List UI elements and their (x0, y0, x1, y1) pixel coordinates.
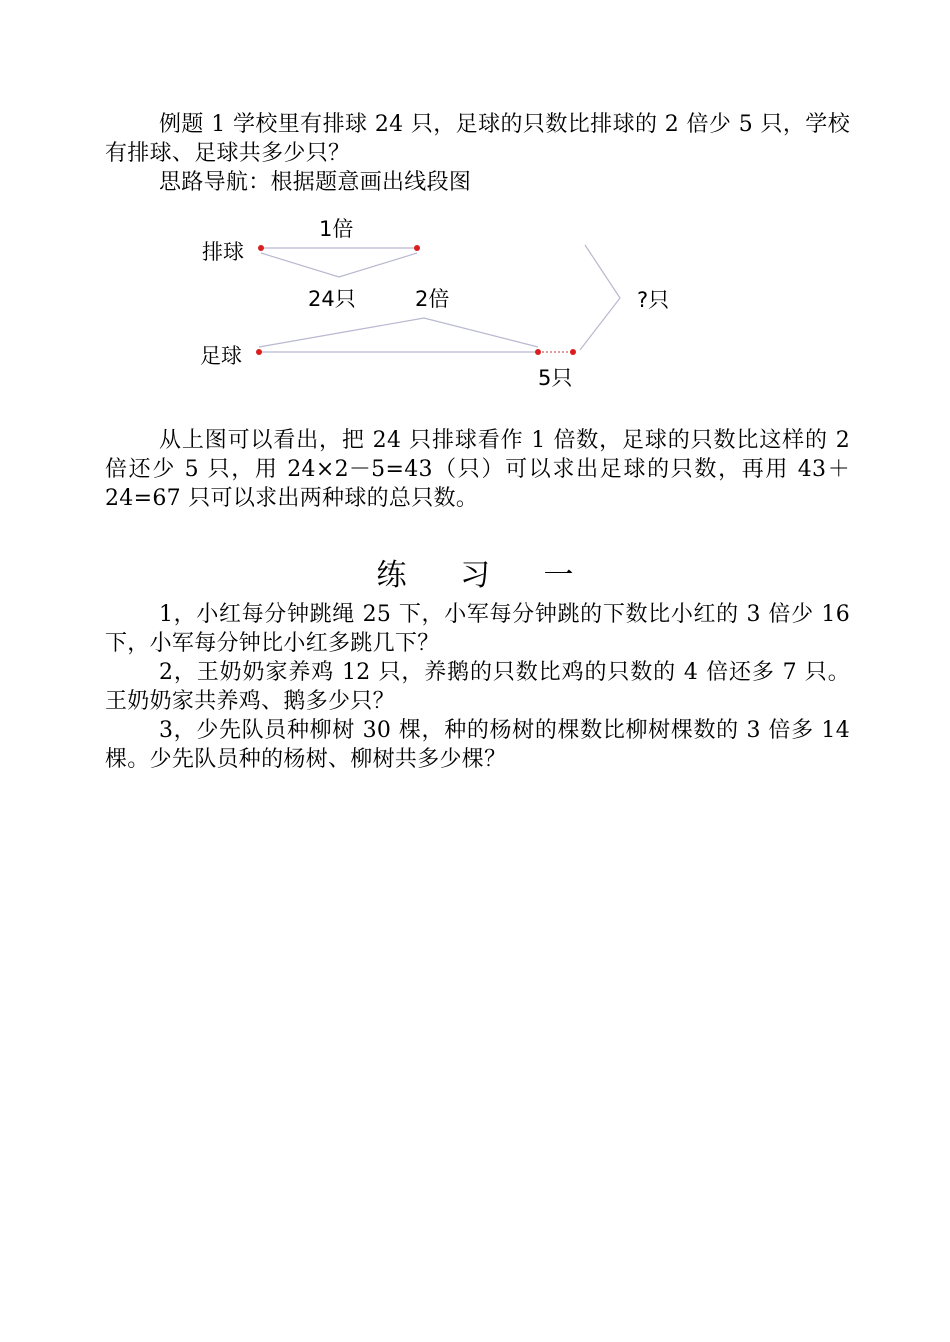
line-segment-diagram (180, 205, 700, 400)
two-times-label: 2倍 (415, 287, 450, 311)
football-brace (259, 318, 538, 347)
football-label: 足球 (200, 344, 242, 368)
football-end-dot (535, 349, 541, 355)
count-24-label: 24只 (308, 287, 356, 311)
one-times-label: 1倍 (319, 217, 354, 241)
exercise-question-3: 3，少先队员种柳树 30 棵，种的杨树的棵数比柳树棵数的 3 倍多 14 棵。少先队员种的杨树、柳树共多少棵？ (105, 718, 850, 772)
doubled-end-dot (570, 349, 576, 355)
exercise-question-2: 2，王奶奶家养鸡 12 只，养鹅的只数比鸡的只数的 4 倍还多 7 只。王奶奶家共养鸡、鹅多少只？ (105, 660, 850, 714)
football-start-dot (256, 349, 262, 355)
volleyball-label: 排球 (202, 240, 244, 264)
total-brace (580, 245, 620, 350)
explanation-paragraph: 从上图可以看出，把 24 只排球看作 1 倍数，足球的只数比这样的 2 倍还少 5 只，用 24×2－5=43（只）可以求出足球的只数，再用 43＋24=67 只可以求出两种球的总只数。 (105, 428, 850, 511)
exercise-question-1: 1，小红每分钟跳绳 25 下，小军每分钟跳的下数比小红的 3 倍少 16 下，小军每分钟比小红多跳几下？ (105, 602, 850, 656)
five-label: 5只 (538, 366, 573, 390)
question-label: ?只 (637, 288, 670, 312)
exercise-title: 练 习 一 (376, 558, 596, 593)
volleyball-end-dot (414, 245, 420, 251)
volleyball-start-dot (258, 245, 264, 251)
approach-guide: 思路导航：根据题意画出线段图 (159, 170, 472, 195)
volleyball-brace (261, 253, 417, 277)
example-problem: 例题 1 学校里有排球 24 只，足球的只数比排球的 2 倍少 5 只，学校有排球、足球共多少只？ (105, 112, 850, 166)
